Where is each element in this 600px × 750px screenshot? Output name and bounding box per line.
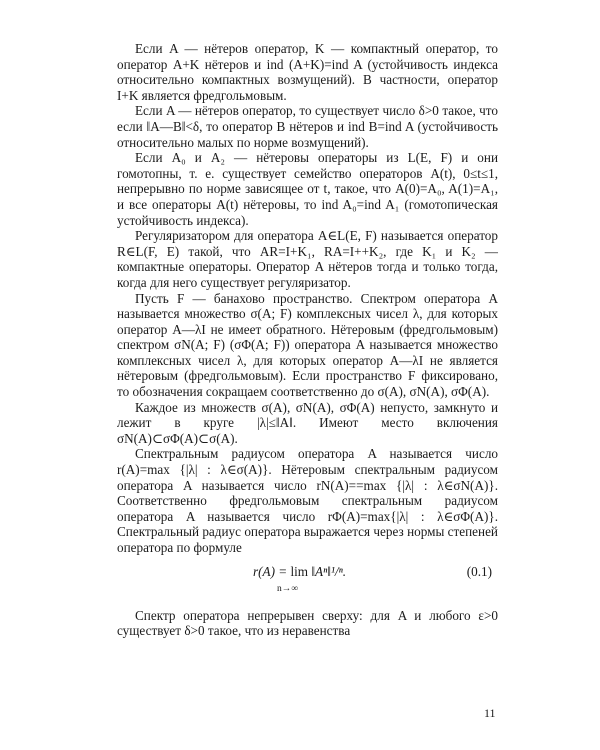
main-text <box>117 41 498 639</box>
formula-lim: lim <box>290 563 309 579</box>
paragraph-spectral-radius: Спектральным радиусом оператора A называется число r(A)=max {|λ| : λ∈σ(A)}. Нётеровым спектральным радиусом оператора A называется число rN(A)==max {|λ| : λ∈σN(A)}. Соответственно фредгольмовым спектральным радиусом оператора A называется число rΦ(A)=max{|λ| : λ∈σΦ(A)}. Спектральный радиус оператора выражается через нормы степеней оператора по формуле <box>117 446 498 555</box>
formula-number: (0.1) <box>466 563 492 579</box>
page-number: 11 <box>484 706 496 720</box>
paragraph-spectrum-properties: Каждое из множеств σ(A), σN(A), σΦ(A) непусто, замкнуто и лежит в круге |λ|≤‖A‖. Имеют место включения σN(A)⊂σΦ(A)⊂σ(A). <box>117 399 498 446</box>
paragraph-spectrum-continuity: Спектр оператора непрерывен сверху: для A и любого ε>0 существует δ>0 такое, что из неравенства <box>117 607 498 639</box>
paragraph-homotopy: Если A₀ и A₂ — нётеровы операторы из L(E, F) и они гомотопны, т. е. существует семейство операторов A(t), 0≤t≤1, непрерывно по норме зависящее от t, такое, что A(0)=A₀, A(1)=A₁, и все операторы A(t) нётеровы, то ind A₀=ind A₁ (гомотопическая устойчивость индекса). <box>117 150 498 228</box>
formula-spectral-radius <box>117 558 498 602</box>
paragraph-spectrum-definition: Пусть F — банахово пространство. Спектром оператора A называется множество σ(A; F) комплексных чисел λ, для которых оператор A—λI не имеет обратного. Нётеровым (фредгольмовым) спектром σN(A; F) (σΦ(A; F)) оператора A называется множество комплексных чисел λ, для которых оператор A—λI не является нётеровым (фредгольмовым). Если пространство F фиксировано, то обозначения сокращаем соответственно до σ(A), σN(A), σΦ(A). <box>117 290 498 400</box>
formula-rhs: ‖Aⁿ‖¹/ⁿ. <box>311 563 347 579</box>
formula-lhs: r(A) = <box>253 563 288 579</box>
paragraph-regularizer: Регуляризатором для оператора A∈L(E, F) называется оператор R∈L(F, E) такой, что AR=I+K₁, RA=I++K₂, где K₁ и K₂ — компактные операторы. Оператор A нётеров тогда и только тогда, когда для него существует регуляризатор. <box>117 228 498 290</box>
paragraph-stability-small: Если A — нётеров оператор, то существует число δ>0 такое, что если ‖A—B‖<δ, то оператор B нётеров и ind B=ind A (устойчивость относительно малых по норме возмущений). <box>117 103 498 150</box>
formula-subscript: n→∞ <box>277 583 299 594</box>
paragraph-stability-compact: Если A — нётеров оператор, K — компактный оператор, то оператор A+K нётеров и ind (A+K)=ind A (устойчивость индекса относительно компактных возмущений). В частности, оператор I+K является фредгольмовым. <box>117 41 498 103</box>
formula-expression <box>253 564 346 580</box>
